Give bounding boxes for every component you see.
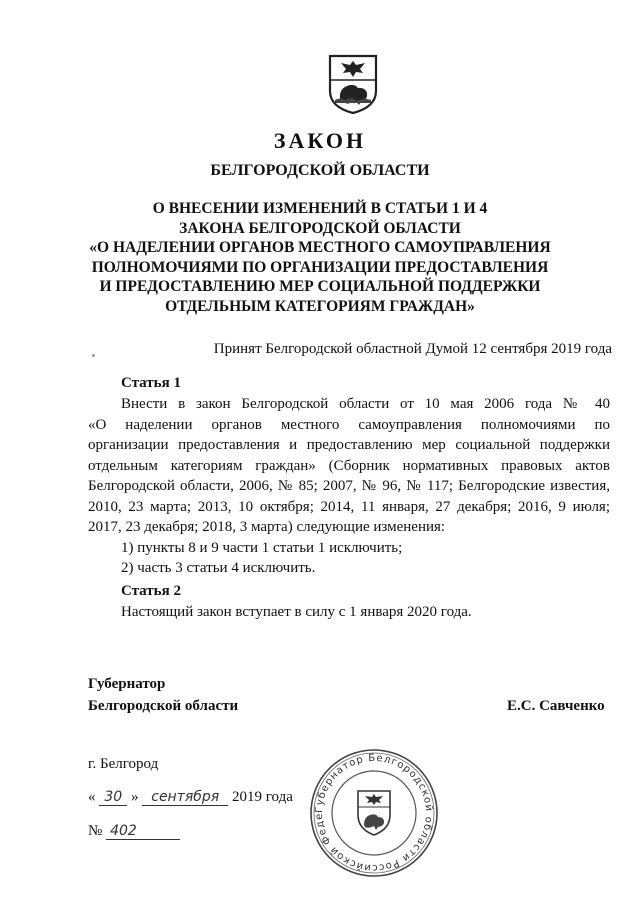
signatory-position — [88, 673, 238, 717]
article-1-line: «О наделении органов местного самоуправления полномочиями по — [88, 416, 610, 433]
signing-date — [88, 789, 293, 806]
seal-ring-text: Губернатор Белгородской области Российской Феде — [313, 752, 435, 874]
article-1-body — [88, 394, 610, 579]
article-1-line: организации предоставления и предоставлению мер социальной поддержки — [88, 437, 610, 453]
number-prefix: № — [88, 823, 103, 839]
article-1-line: 2010, 23 марта; 2013, 10 октября; 2014, 11 января, 27 декабря; 2016, 9 июля; — [88, 498, 610, 515]
signatory-position-line: Губернатор — [88, 676, 166, 692]
number-value: 402 — [106, 823, 180, 840]
heading-line: ПОЛНОМОЧИЯМИ ПО ОРГАНИЗАЦИИ ПРЕДОСТАВЛЕНИЯ — [91, 258, 549, 276]
article-1-item: 2) часть 3 статьи 4 исключить. — [121, 560, 316, 576]
date-open-quote: « — [88, 789, 96, 805]
article-2-text: Настоящий закон вступает в силу с 1 января 2020 года. — [121, 604, 472, 620]
adoption-note: Принят Белгородской областной Думой 12 сентября 2019 года — [213, 341, 612, 357]
article-1-title: Статья 1 — [121, 375, 181, 391]
coat-of-arms-icon — [327, 53, 379, 115]
article-1-item: 1) пункты 8 и 9 части 1 статьи 1 исключить; — [121, 539, 403, 556]
place-of-signing: г. Белгород — [88, 756, 159, 772]
heading-line: И ПРЕДОСТАВЛЕНИЮ МЕР СОЦИАЛЬНОЙ ПОДДЕРЖКИ — [99, 278, 541, 295]
date-day: 30 — [99, 789, 127, 806]
article-2-title: Статья 2 — [121, 583, 181, 599]
signatory-name: Е.С. Савченко — [507, 698, 605, 714]
heading-line: ЗАКОНА БЕЛГОРОДСКОЙ ОБЛАСТИ — [179, 219, 461, 237]
law-number — [88, 823, 180, 840]
article-1-line: отдельным категориям граждан» (Сборник нормативных правовых актов — [88, 457, 610, 474]
law-heading — [0, 199, 640, 316]
heading-line: О ВНЕСЕНИИ ИЗМЕНЕНИЙ В СТАТЬИ 1 И 4 — [152, 200, 488, 217]
scan-speck — [92, 354, 95, 357]
signatory-position-line: Белгородской области — [88, 698, 239, 714]
date-close-quote: » — [131, 789, 139, 805]
document-title: ЗАКОН — [273, 128, 367, 153]
date-month: сентября — [142, 789, 228, 806]
article-1-line: Внести в закон Белгородской области от 10 мая 2006 года № 40 — [121, 396, 610, 412]
article-1-line: 2017, 23 декабря; 2018, 3 марта) следующие изменения: — [88, 519, 446, 535]
region-name: БЕЛГОРОДСКОЙ ОБЛАСТИ — [210, 162, 430, 179]
official-seal-icon — [308, 747, 440, 879]
date-year: 2019 года — [232, 789, 293, 805]
article-1-line: Белгородской области, 2006, № 85; 2007, № 96, № 117; Белгородские известия, — [88, 478, 610, 494]
heading-line: ОТДЕЛЬНЫМ КАТЕГОРИЯМ ГРАЖДАН» — [165, 297, 475, 315]
heading-line: «О НАДЕЛЕНИИ ОРГАНОВ МЕСТНОГО САМОУПРАВЛЕНИЯ — [89, 239, 551, 256]
